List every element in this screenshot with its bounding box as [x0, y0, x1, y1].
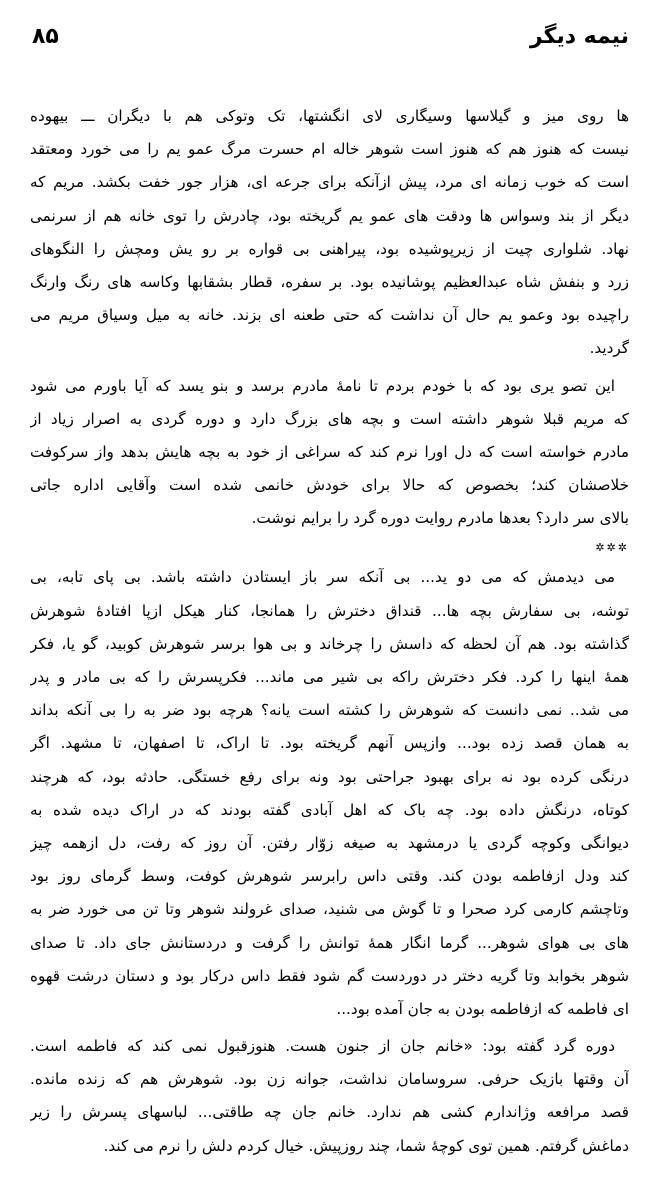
text-line: بالای سر دارد؟ بعدها مادرم روایت دوره گرد را برایم نوشت. [251, 509, 629, 528]
text-line: همۀ اینها را کرد. فکر دخترش راکه بی شیر می ماند... فکرپسرش را که بی مادر و پدر [30, 668, 629, 686]
text-line: راچیده بود وعمو یم حال آن نداشت که حتی طعنه ای بزند. خانه به میل وسیاق مریم می [30, 306, 629, 325]
text-line: می شد.. نمی دانست که شوهرش را کشته است یانه؟ هرچه بود ضر به را بی آنکه بداند [30, 701, 629, 720]
paragraph [30, 100, 629, 366]
section-separator: ✲✲✲ [595, 541, 629, 555]
page-number: ۸۵ [32, 24, 59, 49]
text-line: توشه، بی سفارش بچه ها... قنداق دخترش را همانجا، کنار هیکل ازپا افتادۀ شوهرش [30, 601, 629, 620]
text-line: قصد مرافعه وژاندارم کشی هم ندارد. خانم جان چه طاقتی... لباسهای پسرش را زیر [30, 1103, 629, 1122]
text-line: زرد و بنفش شاه عبدالعظیم پوشانیده بود. بر سفره، قطار بشقابها وکاسه های رنگ وارنگ [30, 272, 629, 291]
text-line: مادرم خواسته است که دل اورا نرم کند که سراغی از خود به بچه هایش بدهد واز سرکوفت [30, 442, 629, 461]
text-line: ای فاطمه که ازفاطمه بودن به جان آمده بود... [336, 999, 629, 1018]
text-line: دوره گرد گفته بود: «خانم جان از جنون هست. هنوزقبول نمی کند که فاطمه است. [30, 1037, 615, 1056]
text-line: نهاد. شلواری چیت از زیرپوشیده بود، پیراهنی بی قواره بر رو یش ومچش را النگوهای [30, 239, 629, 258]
text-line: می دیدمش که می دو ید... بی آنکه سر باز ایستادن داشته باشد. بی پای تابه، بی [30, 568, 615, 587]
text-line: گردید. [589, 339, 629, 358]
text-line: کند ودل ازفاطمه بودن کند. وقتی داس رابرسر شوهرش کوفت، وسط گرمای روز بود [30, 867, 629, 886]
text-line: درنگی کرده بود نه برای بهبود جراحتی بود ونه برای رفع خستگی. حادثه بود، که هرچند [30, 767, 629, 786]
paragraph [30, 561, 629, 1026]
text-line: است که خوب زمانه ای مرد، پیش ازآنکه برای جرعه ای، هزار جور خفت بکشد. مریم که [30, 173, 629, 192]
text-line: دیوانگی وکوچه گردی یا درمشهد به صیغه زوّار رفتن. آن روز که رفت، دل ازهمه چیز [30, 833, 629, 852]
text-line: دماغش گرفتم. همین توی کوچۀ شما، چند روزپیش. خیال کردم دلش را نرم می کند. [103, 1136, 629, 1155]
text-line: دیگر از بند وسواس ها ودقت های عمو یم گریخته بود، چادرش را توی خانه هم از سرنمی [30, 206, 629, 225]
text-line: خلاصشان کند؛ بخصوص که حالا برای خودش خانمی شده است وآقایی اداره جاتی [30, 476, 629, 495]
text-line: گذاشته بود. هم آن لحظه که داسش را چرخاند و بی هوا برسر شوهرش کوبید، گو یا، فکر [30, 634, 629, 653]
text-line: این تصو یری بود که با خودم بردم تا نامۀ مادرم برسد و بنو یسد که آیا باورم می شود [30, 376, 615, 395]
text-line: به همان قصد زده بود... وازپس آنهم گریخته بود. تا اراک، تا اصفهان، تا مشهد. اگر [30, 734, 629, 753]
text-line: کوتاه، درنگش داده بود. چه باک که اهل آبادی گفته بودند که در اراک دیده شده به [30, 800, 629, 819]
text-line: آن وقتها بازیک حرفی. سروسامان نداشت، جوانه زن بود. شوهرش هم که زنده مانده. [30, 1070, 629, 1089]
text-line: نیست که هنوز هم که هنوز است شوهر خاله ام حسرت مرگ عمو یم را می خورد ومعتقد [30, 140, 629, 159]
body-text [30, 100, 629, 1163]
book-title: نیمه دیگر [529, 24, 629, 49]
paragraph [30, 370, 629, 536]
text-line: وتاچشم کارمی کرد صحرا و تا گوش می شنید، صدای غرولند شوهر وتا تن می خورد ضر به [30, 900, 629, 919]
running-head [30, 24, 629, 54]
text-line: شوهر بخوابد وتا گریه دختر در دوردست گم شود فقط داس درکار بود و دستان درشت قهوه [30, 966, 629, 985]
text-line: ها روی میز و گیلاسها وسیگاری لای انگشتها، تک وتوکی هم با دیگران ـــ بیهوده [30, 107, 629, 125]
text-line: های بی هوای شوهر... گرما انگار همۀ توانش را گرفت و دردستانش جای داد. تا صدای [30, 933, 629, 952]
text-line: که مریم قبلا شوهر داشته است و بچه های بزرگ دارد و دوره گردی به اصرار زیاد از [30, 409, 629, 428]
paragraph [30, 1030, 629, 1163]
